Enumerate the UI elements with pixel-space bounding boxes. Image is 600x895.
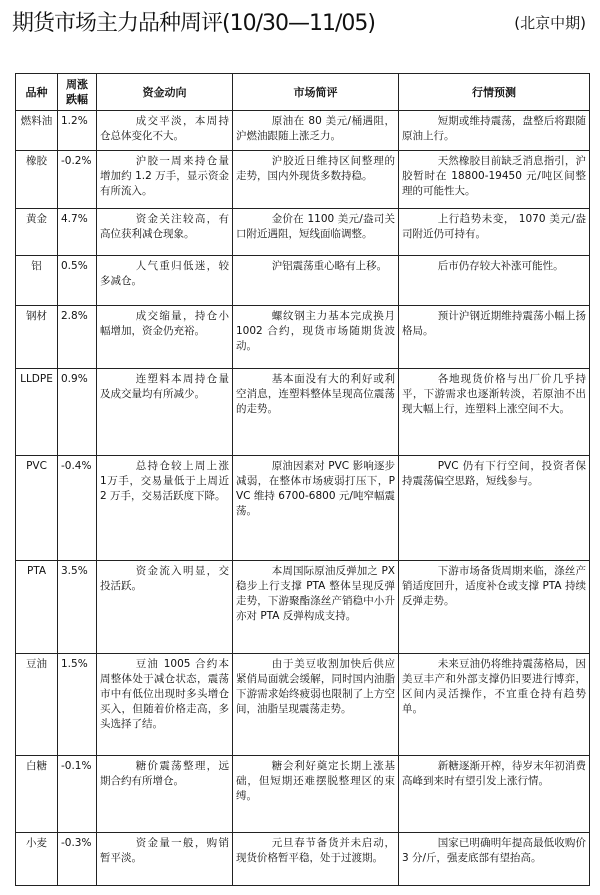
market-review: 原油在 80 美元/桶遇阻，沪燃油跟随上涨乏力。 [233,111,399,151]
header-variety: 品种 [16,74,58,111]
table-row [16,561,590,654]
forecast: 预计沪钢近期维持震荡小幅上扬格局。 [399,306,590,369]
funds-flow: 沪胶一周来持仓量增加约 1.2 万手，显示资金有所流入。 [97,151,233,209]
funds-flow: 成交缩量，持仓小幅增加，资金仍充裕。 [97,306,233,369]
weekly-change: 1.2% [58,111,97,151]
funds-flow: 豆油 1005 合约本周整体处于减仓状态，震荡市中有低位出现时多头增仓买入，但随着价格走高，多头选择了结。 [97,654,233,756]
market-review: 本周国际原油反弹加之 PX 稳步上行支撑 PTA 整体呈现反弹走势，下游聚酯涤丝产销稳中小升亦对 PTA 反弹构成支持。 [233,561,399,654]
table-row [16,833,590,886]
funds-flow: 资金流入明显，交投活跃。 [97,561,233,654]
variety-name: 豆油 [16,654,58,756]
forecast: 下游市场备货周期来临，涤丝产销适度回升，适度补仓或支撑 PTA 持续反弹走势。 [399,561,590,654]
forecast: 上行趋势未变， 1070 美元/盎司附近仍可持有。 [399,209,590,256]
weekly-change: 1.5% [58,654,97,756]
variety-name: 黄金 [16,209,58,256]
variety-name: 白糖 [16,756,58,833]
weekly-review-table [15,73,590,886]
weekly-change: 3.5% [58,561,97,654]
variety-name: 燃料油 [16,111,58,151]
header-weekly-change: 周涨跌幅 [58,74,97,111]
forecast: 新糖逐渐开榨，待岁末年初消费高峰到来时有望引发上涨行情。 [399,756,590,833]
variety-name: 小麦 [16,833,58,886]
weekly-change: 0.5% [58,256,97,306]
weekly-change: 0.9% [58,369,97,456]
table-row [16,756,590,833]
variety-name: PVC [16,456,58,561]
forecast: 后市仍存较大补涨可能性。 [399,256,590,306]
market-review: 元旦春节备货并未启动，现货价格暂平稳，处于过渡期。 [233,833,399,886]
table-row [16,654,590,756]
header-market-review: 市场简评 [233,74,399,111]
forecast: 国家已明确明年提高最低收购价 3 分/斤，强麦底部有望抬高。 [399,833,590,886]
weekly-change: -0.2% [58,151,97,209]
table-row [16,111,590,151]
funds-flow: 总持仓较上周上涨 1万手，交易量低于上周近 2 万手，交易活跃度下降。 [97,456,233,561]
forecast: 天然橡胶目前缺乏消息指引，沪胶暂时在 18800-19450 元/吨区间整理的可能性大。 [399,151,590,209]
weekly-change: 4.7% [58,209,97,256]
variety-name: PTA [16,561,58,654]
header-forecast: 行情预测 [399,74,590,111]
table-row [16,369,590,456]
header-row [16,74,590,111]
variety-name: LLDPE [16,369,58,456]
table-row [16,256,590,306]
funds-flow: 人气重归低迷，较多减仓。 [97,256,233,306]
funds-flow: 连塑料本周持仓量及成交量均有所减少。 [97,369,233,456]
market-review: 由于美豆收割加快后供应紧俏局面就会缓解，同时国内油脂下游需求始终疲弱也限制了上方空间，油脂呈现震荡走势。 [233,654,399,756]
funds-flow: 糖价震荡整理，远期合约有所增仓。 [97,756,233,833]
forecast: 各地现货价格与出厂价几乎持平，下游需求也逐渐转淡，若原油不出现大幅上行，连塑料上涨空间不大。 [399,369,590,456]
forecast: 未来豆油仍将维持震荡格局，因美豆丰产和外部支撑仍旧要进行博弈，区间内灵活操作，不宜重仓持有趋势单。 [399,654,590,756]
weekly-change: 2.8% [58,306,97,369]
market-review: 螺纹钢主力基本完成换月 1002 合约，现货市场随期货波动。 [233,306,399,369]
page-title: 期货市场主力品种周评(10/30—11/05) [12,11,375,36]
funds-flow: 成交平淡，本周持仓总体变化不大。 [97,111,233,151]
header-funds-flow: 资金动向 [97,74,233,111]
forecast: 短期或维持震荡，盘整后将跟随原油上行。 [399,111,590,151]
variety-name: 橡胶 [16,151,58,209]
source-label: (北京中期) [514,14,586,32]
variety-name: 铝 [16,256,58,306]
weekly-change: -0.4% [58,456,97,561]
table-row [16,151,590,209]
funds-flow: 资金关注较高，有高位获利减仓现象。 [97,209,233,256]
variety-name: 钢材 [16,306,58,369]
weekly-change: -0.1% [58,756,97,833]
table-row [16,306,590,369]
funds-flow: 资金量一般，购销暂平淡。 [97,833,233,886]
market-review: 基本面没有大的利好或利空消息，连塑料整体呈现高位震荡的走势。 [233,369,399,456]
market-review: 糖会利好奠定长期上涨基础，但短期还难摆脱整理区的束缚。 [233,756,399,833]
table-row [16,209,590,256]
market-review: 沪铝震荡重心略有上移。 [233,256,399,306]
market-review: 原油因素对 PVC 影响逐步减弱，在整体市场疲弱打压下，PVC 维持 6700-6800 元/吨窄幅震荡。 [233,456,399,561]
market-review: 沪胶近日维持区间整理的走势，国内外现货多数持稳。 [233,151,399,209]
weekly-change: -0.3% [58,833,97,886]
market-review: 金价在 1100 美元/盎司关口附近遇阻，短线面临调整。 [233,209,399,256]
forecast: PVC 仍有下行空间，投资者保持震荡偏空思路，短线参与。 [399,456,590,561]
table-row [16,456,590,561]
